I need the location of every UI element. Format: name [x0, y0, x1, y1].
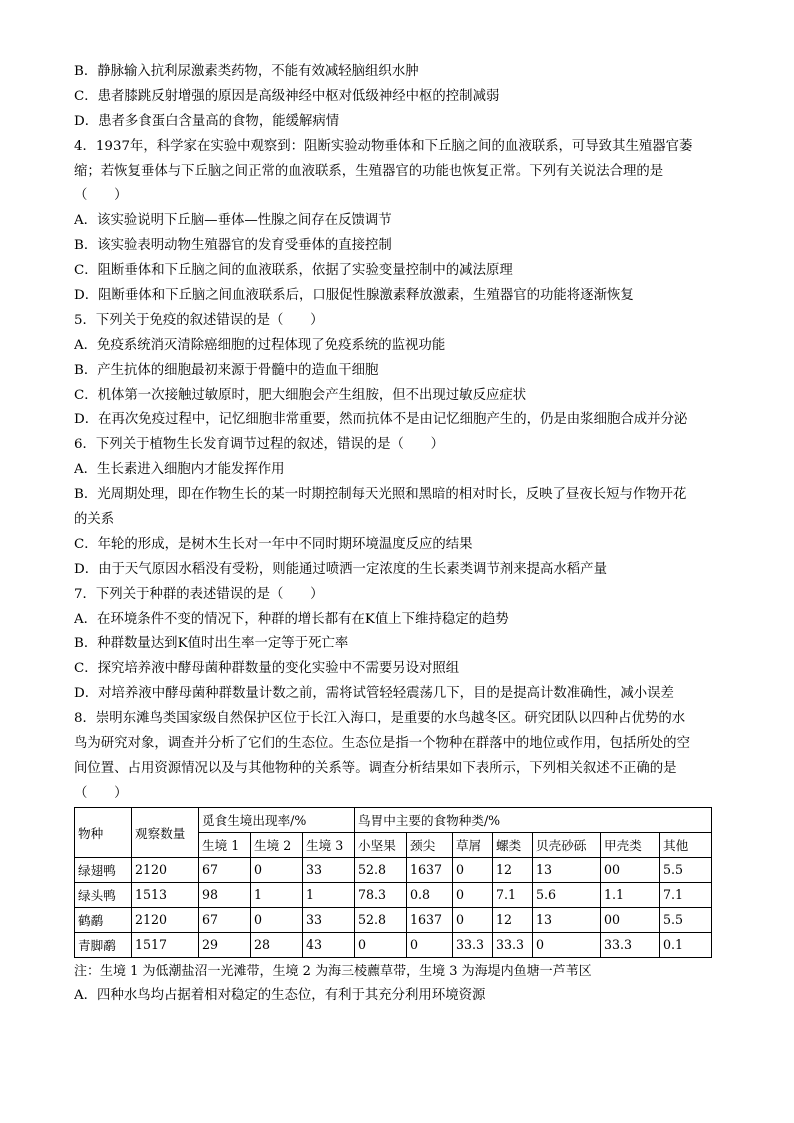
table-cell: 绿翅鸭: [75, 857, 132, 882]
table-cell: 1513: [132, 882, 199, 907]
text-line: 的关系: [74, 512, 115, 528]
table-cell: 0: [533, 932, 601, 957]
header-cell: 生境 2: [251, 832, 303, 857]
table-cell: 鹤鹬: [75, 907, 132, 932]
text-line: 4．1937年，科学家在实验中观察到：阻断实验动物垂体和下丘脑之间的血液联系，可导致其生殖器官萎: [74, 138, 693, 154]
table-cell: 43: [303, 932, 355, 957]
text-line: C．探究培养液中酵母菌种群数量的变化实验中不需要另设对照组: [74, 661, 460, 677]
text-line: B．种群数量达到K值时出生率一定等于死亡率: [74, 636, 349, 652]
text-line: B．该实验表明动物生殖器官的发育受垂体的直接控制: [74, 238, 392, 254]
table-cell: 52.8: [355, 857, 407, 882]
table-header-row: [75, 807, 712, 832]
header-food: 鸟胃中主要的食物种类/%: [355, 807, 712, 832]
table-cell: 1: [251, 882, 303, 907]
table-row: [75, 907, 712, 932]
table-cell: 33.3: [493, 932, 533, 957]
table-cell: 67: [199, 857, 251, 882]
table-cell: 2120: [132, 857, 199, 882]
table-cell: 0.1: [660, 932, 712, 957]
table-cell: 1517: [132, 932, 199, 957]
table-cell: 0: [453, 882, 493, 907]
header-count: 观察数量: [132, 807, 199, 857]
table-note: 注：生境 1 为低潮盐沼一光滩带，生境 2 为海三棱藨草带，生境 3 为海堤内鱼塘一芦苇区: [74, 963, 592, 979]
table-cell: 7.1: [660, 882, 712, 907]
text-line: 7．下列关于种群的表述错误的是（ ）: [74, 586, 324, 602]
table-cell: 绿头鸭: [75, 882, 132, 907]
table-cell: 1.1: [601, 882, 660, 907]
text-line: A．免疫系统消灭清除癌细胞的过程体现了免疫系统的监视功能: [74, 337, 446, 353]
table-cell: 28: [251, 932, 303, 957]
survey-table: [74, 807, 712, 958]
table-cell: 1637: [407, 857, 453, 882]
table-cell: 0: [407, 932, 453, 957]
header-habitat: 觅食生境出现率/%: [199, 807, 355, 832]
text-line: （ ）: [74, 785, 128, 801]
exam-page: [74, 60, 724, 1009]
table-cell: 0: [251, 857, 303, 882]
table-cell: 52.8: [355, 907, 407, 932]
text-line: （ ）: [74, 188, 128, 204]
table-cell: 0: [453, 857, 493, 882]
table-cell: 0: [453, 907, 493, 932]
text-line: D．阻断垂体和下丘脑之间血液联系后，口服促性腺激素释放激素，生殖器官的功能将逐渐恢复: [74, 288, 634, 304]
text-line: B．光周期处理，即在作物生长的某一时期控制每天光照和黑暗的相对时长，反映了昼夜长短与作物开花: [74, 487, 687, 503]
table-cell: 1637: [407, 907, 453, 932]
header-cell: 颈尖: [407, 832, 453, 857]
table-cell: 13: [533, 907, 601, 932]
text-line: D．在再次免疫过程中，记忆细胞非常重要，然而抗体不是由记忆细胞产生的，仍是由浆细胞合成并分泌: [74, 412, 688, 428]
text-line: A．该实验说明下丘脑—垂体—性腺之间存在反馈调节: [74, 213, 392, 229]
header-cell: 甲壳类: [601, 832, 660, 857]
table-cell: 13: [533, 857, 601, 882]
option-line: A．四种水鸟均占据着相对稳定的生态位，有利于其充分利用环境资源: [74, 987, 486, 1003]
table-cell: 98: [199, 882, 251, 907]
header-cell: 草屑: [453, 832, 493, 857]
table-cell: 0.8: [407, 882, 453, 907]
table-row: [75, 932, 712, 957]
table-cell: 1: [303, 882, 355, 907]
table-cell: 33.3: [453, 932, 493, 957]
header-cell: 螺类: [493, 832, 533, 857]
table-cell: 29: [199, 932, 251, 957]
text-line: A．生长素进入细胞内才能发挥作用: [74, 462, 285, 478]
table-cell: 0: [251, 907, 303, 932]
table-cell: 33.3: [601, 932, 660, 957]
table-cell: 0: [355, 932, 407, 957]
text-line: 6．下列关于植物生长发育调节过程的叙述，错误的是（ ）: [74, 437, 445, 453]
text-line: D．由于天气原因水稻没有受粉，则能通过喷洒一定浓度的生长素类调节剂来提高水稻产量: [74, 561, 607, 577]
header-cell: 小坚果: [355, 832, 407, 857]
header-cell: 生境 1: [199, 832, 251, 857]
header-species: 物种: [75, 807, 132, 857]
text-line: 间位置、占用资源情况以及与其他物种的关系等。调查分析结果如下表所示，下列相关叙述不正确的是: [74, 760, 677, 776]
text-line: 5．下列关于免疫的叙述错误的是（ ）: [74, 312, 324, 328]
table-row: [75, 882, 712, 907]
text-line: C．机体第一次接触过敏原时，肥大细胞会产生组胺，但不出现过敏反应症状: [74, 387, 527, 403]
table-cell: 00: [601, 857, 660, 882]
header-cell: 生境 3: [303, 832, 355, 857]
table-cell: 33: [303, 857, 355, 882]
text-line: D．患者多食蛋白含量高的食物，能缓解病情: [74, 113, 340, 129]
table-cell: 00: [601, 907, 660, 932]
table-cell: 7.1: [493, 882, 533, 907]
text-line: C．年轮的形成，是树木生长对一年中不同时期环境温度反应的结果: [74, 536, 473, 552]
text-line: B．静脉输入抗利尿激素类药物，不能有效减轻脑组织水肿: [74, 64, 419, 79]
text-line: D．对培养液中酵母菌种群数量计数之前，需将试管轻轻震荡几下，目的是提高计数准确性，减小误差: [74, 686, 674, 702]
table-cell: 12: [493, 857, 533, 882]
text-line: 鸟为研究对象，调查并分析了它们的生态位。生态位是指一个物种在群落中的地位或作用，包括所处的空: [74, 736, 690, 752]
table-cell: 2120: [132, 907, 199, 932]
table-row: [75, 857, 712, 882]
question-text-top: [74, 60, 724, 807]
table-cell: 青脚鹬: [75, 932, 132, 957]
text-line: 8．崇明东滩鸟类国家级自然保护区位于长江入海口，是重要的水鸟越冬区。研究团队以四种占优势的水: [74, 711, 686, 727]
text-line: 缩；若恢复垂体与下丘脑之间正常的血液联系，生殖器官的功能也恢复正常。下列有关说法合理的是: [74, 163, 664, 179]
header-cell: 贝壳砂砾: [533, 832, 601, 857]
text-line: C．患者膝跳反射增强的原因是高级神经中枢对低级神经中枢的控制减弱: [74, 88, 500, 104]
table-cell: 67: [199, 907, 251, 932]
header-cell: 其他: [660, 832, 712, 857]
table-cell: 78.3: [355, 882, 407, 907]
text-line: A．在环境条件不变的情况下，种群的增长都有在K值上下维持稳定的趋势: [74, 611, 509, 627]
table-cell: 5.6: [533, 882, 601, 907]
text-line: B．产生抗体的细胞最初来源于骨髓中的造血干细胞: [74, 362, 379, 378]
table-cell: 5.5: [660, 907, 712, 932]
table-cell: 12: [493, 907, 533, 932]
table-cell: 5.5: [660, 857, 712, 882]
table-cell: 33: [303, 907, 355, 932]
text-line: C．阻断垂体和下丘脑之间的血液联系，依据了实验变量控制中的减法原理: [74, 263, 513, 279]
